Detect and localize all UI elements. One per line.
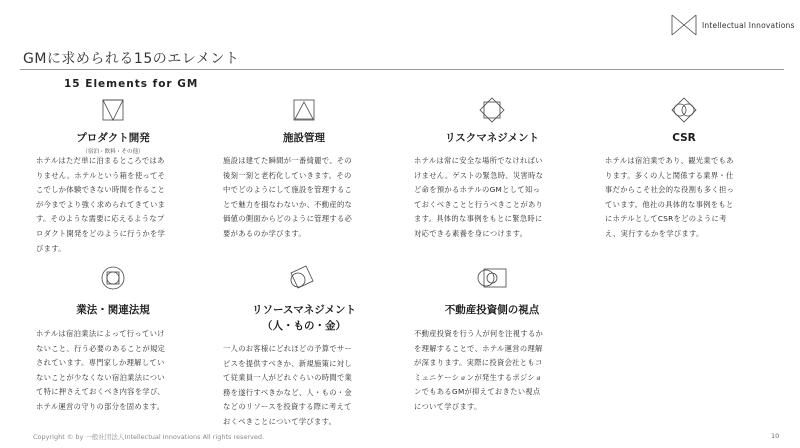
- page-subtitle: 15 Elements for GM: [64, 78, 199, 90]
- element-body-resource-management: 一人のお客様にどれほどの予算でサー ビスを提供すべきか、新規施策に対し て従業員一人がどれぐらいの時間で業 務を遂行すべきかなど、人・もの・金 などのリソースを投資する際に考えて おくべきことについて学びます。: [223, 344, 353, 426]
- element-body-csr: ホテルは宿泊業であり、観光業でもあ ります。多くの人と関係する業界・仕 事だからこそ社会的な役割も多く担っ ています。他社の具体的な事例をもと にホテルとしてCSRをどのように考 え、実行するかを学びます。: [605, 156, 735, 238]
- element-title-business-laws: 業法・関連法規: [76, 304, 150, 316]
- tilted-square-circle-icon: [287, 262, 315, 290]
- page-number: 10: [771, 432, 780, 440]
- diamond-square-icon: [478, 96, 506, 124]
- element-body-risk-management: ホテルは常に安全な場所でなければい けません。ゲストの緊急時、災害時な ど命を預かるホテルのGMとして知っ ておくべきことと行うべきことがあり ます。具体的な事例をもとに緊急時に 対応できる素養を身につけます。: [414, 156, 544, 238]
- page-title: GMに求められる15のエレメント: [23, 51, 240, 67]
- element-title-csr: CSR: [672, 132, 696, 144]
- logo-text: Intellectual Innovations: [702, 20, 795, 30]
- overlapping-circles-icon: [670, 96, 698, 124]
- element-body-real-estate-view: 不動産投資を行う人が何を注視するか を理解することで、ホテル運営の理解 が深まります。実際に投資会社ともコ ミュニケーションが発生するポジショ ンでもあるGMが抑えておきたい視点 について学びます。: [414, 329, 544, 411]
- element-body-product-development: ホテルはただ単に泊まるところではあ りません。ホテルという箱を使ってそ こでしか体験できない時間を作ること が今までより強く求められてきていま す。そのような需要に応えるようなプ ロダクト開発をどのように行うかを学 びます。: [36, 156, 166, 253]
- title-divider: [20, 69, 784, 70]
- element-title-facility-management: 施設管理: [283, 132, 325, 144]
- square-inner-triangle-icon: [290, 96, 318, 124]
- footer-copyright: Copyright © by 一般社団法人Intellectual Innovations All rights reserved.: [33, 433, 265, 441]
- element-title-risk-management: リスクマネジメント: [445, 132, 539, 144]
- logo-mark-icon: [670, 14, 698, 36]
- element-title-real-estate-view: 不動産投資側の視点: [444, 304, 540, 316]
- element-title2-resource-management: （人・もの・金）: [262, 320, 346, 332]
- square-triangle-icon: [99, 96, 127, 124]
- element-title-product-development: プロダクト開発: [76, 132, 150, 144]
- element-title-resource-management: リソースマネジメント: [252, 304, 356, 316]
- circle-square-icon: [99, 264, 127, 292]
- company-logo: [670, 14, 795, 36]
- element-body-facility-management: 施設は建てた瞬間が一番綺麗で、その 後刻一刻と老朽化していきます。その 中でどのようにして施設を管理するこ とで魅力を損なわないか、不動産的な 価値の側面からどのように管理する必 要があるのか学びます。: [223, 156, 353, 238]
- element-note-product-development: （宿泊・飲料・その他）: [82, 149, 144, 155]
- rect-circles-icon: [476, 266, 508, 290]
- element-body-business-laws: ホテルは宿泊業法によって行っていけ ないこと、行う必要のあることが規定 されています。専門家しか理解してい ないことが少なくない宿泊業法につい て特に押さえておくべき内容を学び、 ホテル運営の守りの部分を固めます。: [36, 329, 166, 411]
